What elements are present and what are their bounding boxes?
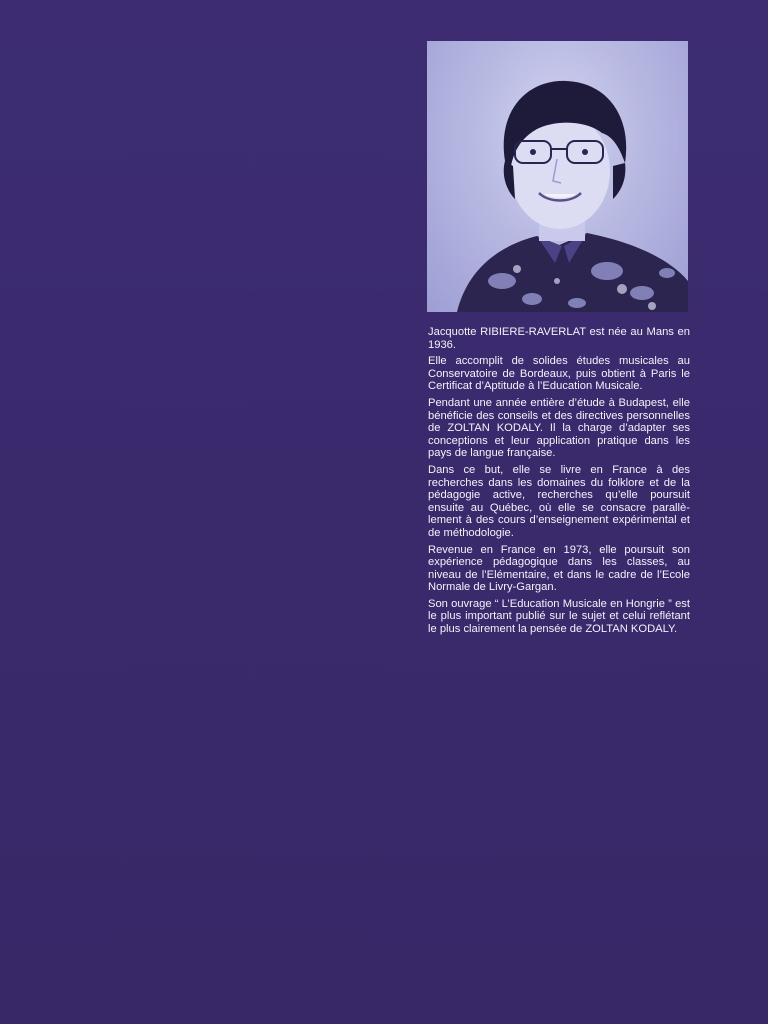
bio-paragraph: Jacquotte RIBIERE-RAVERLAT est née au Mans en 1936.	[428, 326, 690, 351]
bio-paragraph: Revenue en France en 1973, elle poursuit son expérience pédagogique dans les classes, au niveau de l’Elémentaire, et dans le cadre de l’Ecole Normale de Livry-Gargan.	[428, 543, 690, 594]
author-biography	[428, 326, 690, 640]
bio-paragraph: Elle accomplit de solides études musicales au Conservatoire de Bordeaux, puis obtient à Paris le Certificat d’Aptitude à l’Education Musicale.	[428, 355, 690, 393]
bio-paragraph: Son ouvrage “ L’Education Musicale en Hongrie ” est le plus important publié sur le sujet et celui reflétant le plus clairement la pensée de ZOLTAN KODALY.	[428, 597, 690, 636]
portrait-illustration	[427, 41, 688, 312]
author-portrait	[427, 41, 688, 312]
bio-paragraph: Dans ce but, elle se livre en France à des recherches dans les domaines du folklore et de la pédagogie active, recherches qu’elle poursuit ensuite au Québec, où elle se consacre parallèlement à des cours d’enseignement expérimental et de méthodologie.	[428, 463, 690, 539]
bio-paragraph: Pendant une année entière d’étude à Budapest, elle bénéficie des conseils et des directives personnelles de ZOLTAN KODALY. Il la charge d’adapter ses conceptions et leur application pratique dans les pays de langue française.	[428, 396, 690, 460]
